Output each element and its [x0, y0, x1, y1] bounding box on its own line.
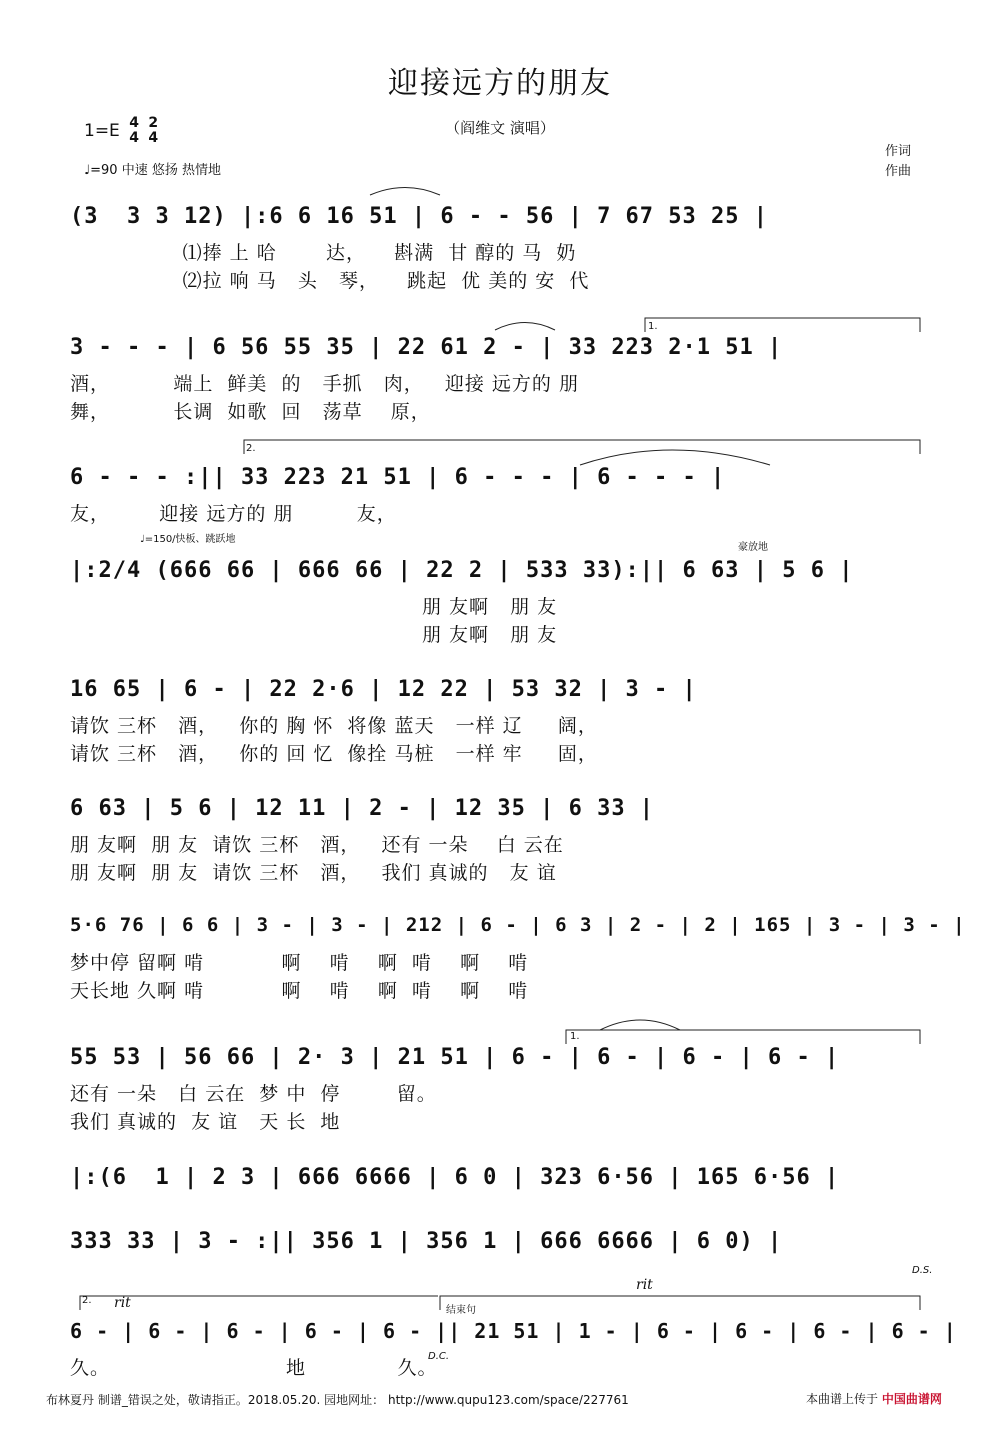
lyric-verse-1: 朋 友啊 朋 友 请饮 三杯 酒， 还有 一朵 白 云在 — [70, 834, 564, 856]
lyric-verse-2: 舞， 长调 如歌 回 荡草 原， — [70, 401, 431, 423]
notation-line: |:(6 1 | 2 3 | 666 6666 | 6 0 | 323 6·56 | 165 6·56 | — [70, 1165, 840, 1190]
lyric-verse-1: 请饮 三杯 酒， 你的 胸 怀 将像 蓝天 一样 辽 阔， — [70, 715, 598, 737]
staff-system — [70, 204, 930, 324]
staff-system — [70, 914, 966, 1034]
tie — [370, 188, 440, 196]
notation-line: 6 - | 6 - | 6 - | 6 - | 6 - || 21 51 | 1 - | 6 - | 6 - | 6 - | 6 - | — [70, 1319, 957, 1343]
notation-line: (3 3 3 12) |:6 6 16 51 | 6 - - 56 | 7 67 53 25 | — [70, 204, 769, 229]
volta-1-label: 1. — [570, 1031, 580, 1042]
lyric-verse-1: 久。 地 久。 — [70, 1357, 438, 1379]
footer-note: 布林夏丹 制谱_错误之处，敬请指正。2018.05.20. 园地网址： http://www.qupu123.com/space/227761 — [46, 1393, 629, 1407]
time-sig-a-top: 4 — [129, 115, 139, 131]
time-sig-b-bottom: 4 — [148, 130, 159, 146]
upload-note — [806, 1390, 942, 1407]
notation-line: 6 63 | 5 6 | 12 11 | 2 - | 12 35 | 6 33 | — [70, 796, 655, 821]
lyric-verse-1: 梦中停 留啊 啃 啊 啃 啊 啃 啊 啃 — [70, 952, 529, 974]
lyric-verse-2: 朋 友啊 朋 友 请饮 三杯 酒， 我们 真诚的 友 谊 — [70, 862, 557, 884]
singer-credit: （阎维文 演唱） — [445, 119, 555, 137]
staff-system — [70, 1277, 957, 1439]
notation-line: 6 - - - :|| 33 223 21 51 | 6 - - - | 6 - - - | — [70, 465, 726, 490]
lyric-verse-1: 友， 迎接 远方的 朋 友， — [70, 503, 397, 525]
time-signature-a — [129, 116, 139, 146]
time-sig-b-top: 2 — [148, 115, 159, 131]
page-title: 迎接远方的朋友 — [388, 66, 612, 101]
lyric-verse-2: 天长地 久啊 啃 啊 啃 啊 啃 啊 啃 — [70, 980, 529, 1002]
key-signature — [84, 116, 158, 146]
lyric-verse-1: 酒， 端上 鲜美 的 手抓 肉， 迎接 远方的 朋 — [70, 373, 579, 395]
notation-line: 3 - - - | 6 56 55 35 | 22 61 2 - | 33 223 2·1 51 | — [70, 335, 783, 360]
notation-line: 5·6 76 | 6 6 | 3 - | 3 - | 212 | 6 - | 6 3 | 2 - | 2 | 165 | 3 - | 3 - | — [70, 914, 966, 936]
time-sig-a-bottom: 4 — [129, 130, 139, 146]
rit-mark: rit — [114, 1295, 131, 1311]
notation-line: 333 33 | 3 - :|| 356 1 | 356 1 | 666 6666 | 6 0) | — [70, 1229, 783, 1254]
lyric-verse-1: ⑴捧 上 哈 达， 斟满 甘 醇的 马 奶 — [70, 242, 577, 264]
staff-system — [70, 321, 930, 455]
volta-1-label: 1. — [648, 321, 658, 332]
site-brand: 中国曲谱网 — [881, 1392, 942, 1406]
staff-system — [70, 534, 930, 678]
volta-2-label: 2. — [82, 1295, 92, 1306]
composer-label: 作曲 — [885, 164, 912, 179]
ds-mark: D.S. — [912, 1265, 933, 1276]
staff-system — [70, 1031, 930, 1165]
volta-2-label: 2. — [246, 443, 256, 454]
segno-expression: 豪放地 — [738, 542, 768, 553]
rit-mark: rit — [636, 1277, 653, 1293]
lyric-verse-2: 我们 真诚的 友 谊 天 长 地 — [70, 1111, 341, 1133]
lyric-verse-1: 还有 一朵 白 云在 梦 中 停 留。 — [70, 1083, 437, 1105]
lyric-verse-2: 请饮 三杯 酒， 你的 回 忆 像拴 马桩 一样 牢 固， — [70, 743, 598, 765]
notation-line: 55 53 | 56 66 | 2· 3 | 21 51 | 6 - | 6 - | 6 - | 6 - | — [70, 1045, 840, 1070]
lyricist-label: 作词 — [885, 144, 912, 159]
upload-label: 本曲谱上传于 — [806, 1392, 879, 1406]
notation-line: |:2/4 (666 66 | 666 66 | 22 2 | 533 33):|| 6 63 | 5 6 | — [70, 558, 854, 583]
dc-mark: D.C. — [428, 1351, 450, 1362]
staff-system — [70, 796, 930, 916]
tempo-change-label: ♩=150/快板、跳跃地 — [140, 534, 236, 545]
lyric-verse-2: ⑵拉 响 马 头 琴， 跳起 优 美的 安 代 — [70, 270, 590, 292]
ending-label: 结束句 — [446, 1305, 476, 1316]
time-signature-b — [148, 116, 158, 146]
staff-system — [70, 677, 930, 797]
key-label: 1=E — [84, 121, 120, 141]
tempo-marking: ♩=90 中速 悠扬 热情地 — [84, 163, 221, 178]
notation-line: 16 65 | 6 - | 22 2·6 | 12 22 | 53 32 | 3 - | — [70, 677, 697, 702]
lyric-verse-2: 朋 友啊 朋 友 — [70, 624, 558, 646]
lyric-verse-1: 朋 友啊 朋 友 — [70, 596, 558, 618]
